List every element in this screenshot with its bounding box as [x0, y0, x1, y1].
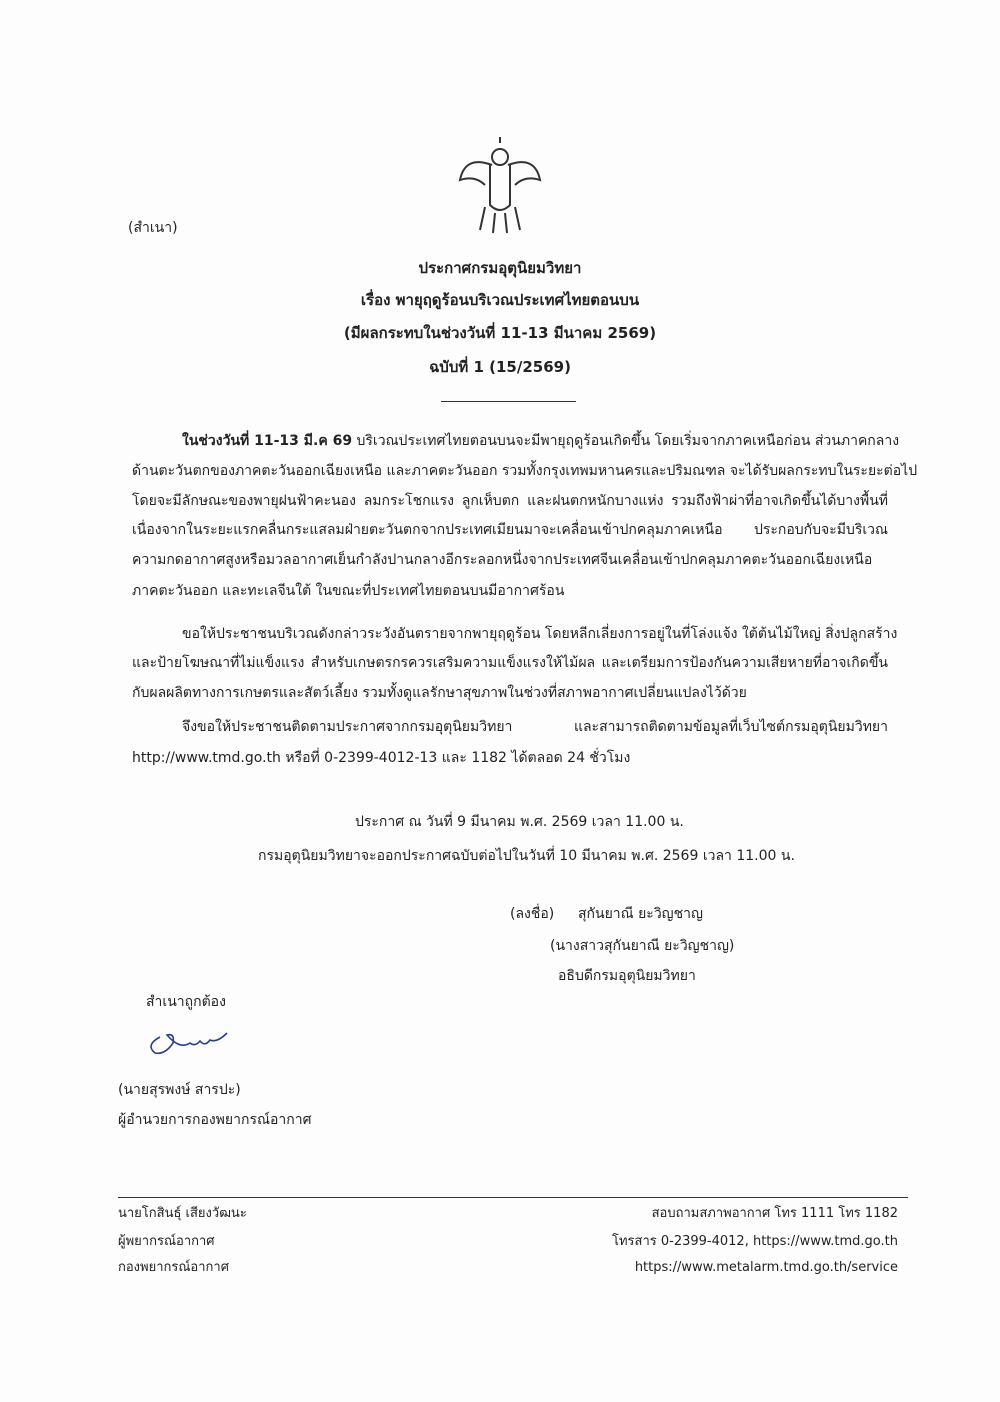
- certified-label: สำเนาถูกต้อง: [146, 994, 226, 1010]
- announcement-subject: เรื่อง พายุฤดูร้อนบริเวณประเทศไทยตอนบน: [360, 291, 640, 309]
- signer-full-name: (นางสาวสุกันยาณี ยะวิญชาญ): [550, 938, 735, 954]
- paragraph-1-line: ด้านตะวันตกของภาคตะวันออกเฉียงเหนือ และภาคตะวันออก รวมทั้งกรุงเทพมหานครและปริมณฑล จะได้รับผลกระทบในระยะต่อไป: [132, 463, 918, 479]
- paragraph-1-text: บริเวณประเทศไทยตอนบนจะมีพายุฤดูร้อนเกิดขึ้น โดยเริ่มจากภาคเหนือก่อน ส่วนภาคกลาง: [356, 433, 900, 449]
- footer-contact-phone: สอบถามสภาพอากาศ โทร 1111 โทร 1182: [651, 1206, 898, 1221]
- paragraph-2-line: กับผลผลิตทางการเกษตรและสัตว์เลี้ยง รวมทั้งดูแลรักษาสุขภาพในช่วงที่สภาพอากาศเปลี่ยนแปลงไว้ด้วย: [132, 685, 747, 701]
- announcement-issue: ฉบับที่ 1 (15/2569): [429, 358, 571, 376]
- paragraph-1-line: [132, 431, 900, 451]
- title-divider: [441, 401, 576, 402]
- paragraph-1-line: ภาคตะวันออก และทะเลจีนใต้ ในขณะที่ประเทศไทยตอนบนมีอากาศร้อน: [132, 583, 565, 599]
- announcement-effect-dates: (มีผลกระทบในช่วงวันที่ 11-13 มีนาคม 2569): [343, 324, 657, 342]
- footer-division: กองพยากรณ์อากาศ: [118, 1260, 229, 1275]
- announcement-title: ประกาศกรมอุตุนิยมวิทยา: [418, 259, 582, 277]
- paragraph-1-lead: ในช่วงวันที่ 11-13 มี.ค 69: [182, 433, 353, 449]
- garuda-emblem-icon: [455, 135, 545, 235]
- paragraph-3-line: จึงขอให้ประชาชนติดตามประกาศจากกรมอุตุนิยมวิทยา และสามารถติดตามข้อมูลที่เว็บไซต์กรมอุตุนิยมวิทยา: [182, 719, 888, 735]
- announce-date: ประกาศ ณ วันที่ 9 มีนาคม พ.ศ. 2569 เวลา 11.00 น.: [355, 814, 684, 830]
- paragraph-1-line: ความกดอากาศสูงหรือมวลอากาศเย็นกำลังปานกลางอีกระลอกหนึ่งจากประเทศจีนเคลื่อนเข้าปกคลุมภาคตะวันออกเฉียงเหนือ: [132, 552, 873, 568]
- footer-forecaster-title: ผู้พยากรณ์อากาศ: [118, 1234, 215, 1249]
- footer-divider: [118, 1197, 908, 1198]
- certifier-position: ผู้อำนวยการกองพยากรณ์อากาศ: [118, 1112, 312, 1128]
- signer-position: อธิบดีกรมอุตุนิยมวิทยา: [558, 968, 696, 984]
- copy-mark: (สำเนา): [128, 220, 178, 236]
- certifier-name: (นายสุรพงษ์ สารปะ): [118, 1082, 241, 1098]
- footer-contact-fax: โทรสาร 0-2399-4012, https://www.tmd.go.th: [612, 1234, 898, 1249]
- paragraph-2-line: และป้ายโฆษณาที่ไม่แข็งแรง สำหรับเกษตรกรควรเสริมความแข็งแรงให้ไม้ผล และเตรียมการป้องกันความเสียหายที่อาจเกิดขึ้น: [132, 655, 888, 671]
- paragraph-2-line: ขอให้ประชาชนบริเวณดังกล่าวระวังอันตรายจากพายุฤดูร้อน โดยหลีกเลี่ยงการอยู่ในที่โล่งแจ้ง ใต้ต้นไม้ใหญ่ สิ่งปลูกสร้าง: [182, 626, 898, 642]
- footer-service-link[interactable]: https://www.metalarm.tmd.go.th/service: [634, 1260, 898, 1275]
- handwritten-signature-icon: [145, 1025, 235, 1065]
- signed-label: (ลงชื่อ): [510, 906, 555, 922]
- next-announcement: กรมอุตุนิยมวิทยาจะออกประกาศฉบับต่อไปในวันที่ 10 มีนาคม พ.ศ. 2569 เวลา 11.00 น.: [258, 848, 795, 864]
- paragraph-1-line: เนื่องจากในระยะแรกคลื่นกระแสลมฝ่ายตะวันตกจากประเทศเมียนมาจะเคลื่อนเข้าปกคลุมภาคเหนือ ประกอบกับจะมีบริเวณ: [132, 522, 888, 538]
- paragraph-1-line: โดยจะมีลักษณะของพายุฝนฟ้าคะนอง ลมกระโชกแรง ลูกเห็บตก และฝนตกหนักบางแห่ง รวมถึงฟ้าผ่าที่อาจเกิดขึ้นได้บางพื้นที่: [132, 493, 888, 509]
- signed-name: สุกันยาณี ยะวิญชาญ: [578, 906, 703, 922]
- footer-forecaster-name: นายโกสินธุ์ เสียงวัฒนะ: [118, 1206, 247, 1221]
- paragraph-3-line: http://www.tmd.go.th หรือที่ 0-2399-4012-13 และ 1182 ได้ตลอด 24 ชั่วโมง: [132, 750, 631, 766]
